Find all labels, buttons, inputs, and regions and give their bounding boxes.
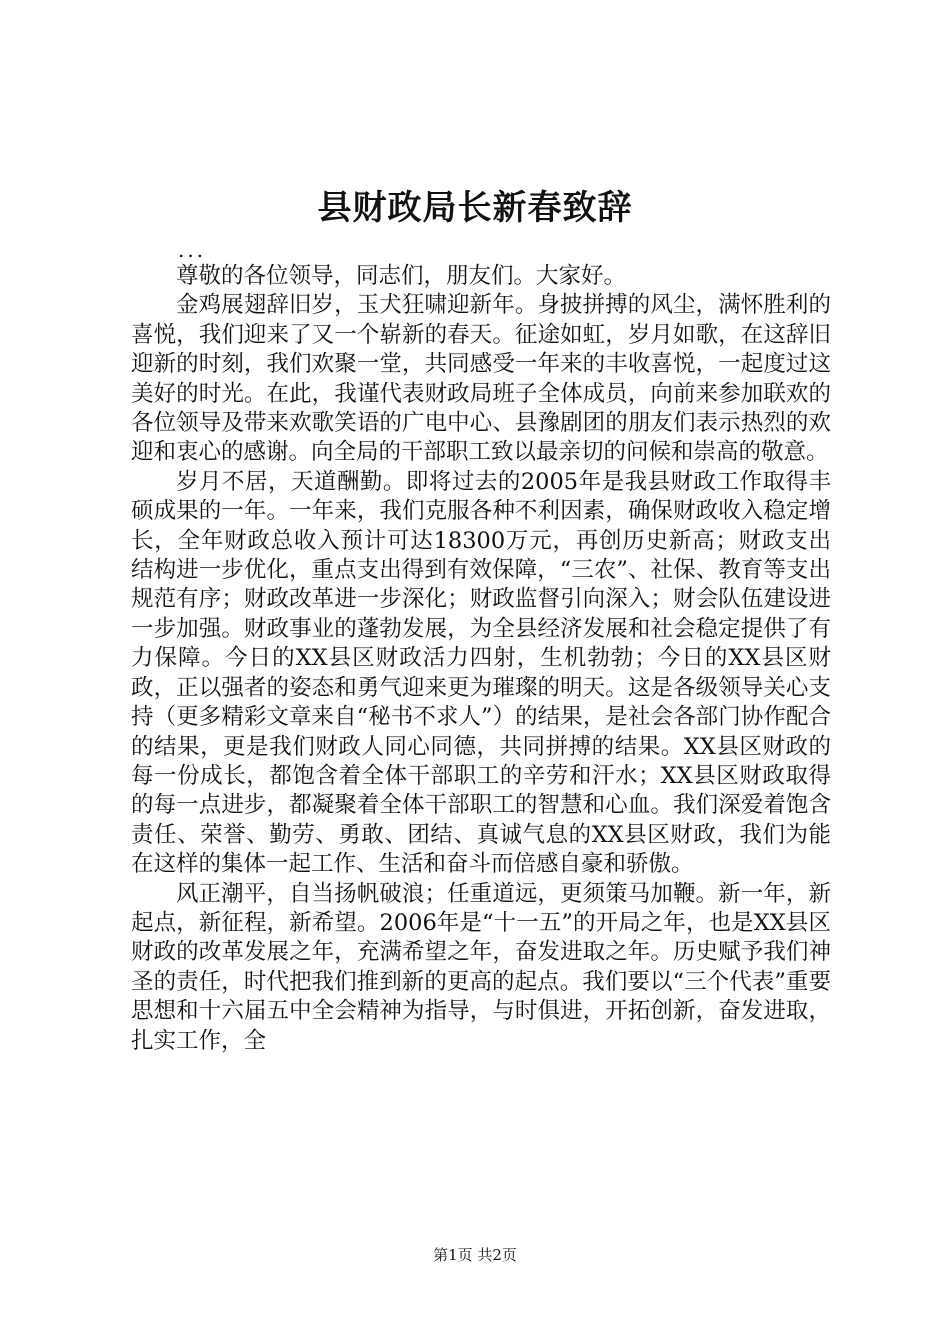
ellipsis-marker: ...: [178, 238, 207, 262]
paragraph-greeting: 尊敬的各位领导，同志们，朋友们。大家好。: [176, 263, 627, 289]
document-body: [131, 262, 831, 1056]
paragraph-new-year: 金鸡展翅辞旧岁，玉犬狂啸迎新年。身披拼搏的风尘，满怀胜利的喜悦，我们迎来了又一个崭新的春天。征途如虹，岁月如歌，在这辞旧迎新的时刻，我们欢聚一堂，共同感受一年来的丰收喜悦，一起度过这美好的时光。在此，我谨代表财政局班子全体成员，向前来参加联欢的各位领导及带来欢歌笑语的广电中心、县豫剧团的朋友们表示热烈的欢迎和衷心的感谢。向全局的干部职工致以最亲切的问候和崇高的敬意。: [131, 292, 831, 466]
page-number-footer: 第1页 共2页: [433, 1246, 517, 1264]
paragraph-outlook: 风正潮平，自当扬帆破浪；任重道远，更须策马加鞭。新一年，新起点，新征程，新希望。2006年是“十一五”的开局之年，也是XX县区财政的改革发展之年，充满希望之年，奋发进取之年。历史赋予我们神圣的责任，时代把我们推到新的更高的起点。我们要以“三个代表”重要思想和十六届五中全会精神为指导，与时俱进，开拓创新，奋发进取，扎实工作，全: [131, 880, 831, 1054]
paragraph-achievements: 岁月不居，天道酬勤。即将过去的2005年是我县财政工作取得丰硕成果的一年。一年来，我们克服各种不利因素，确保财政收入稳定增长，全年财政总收入预计可达18300万元，再创历史新高；财政支出结构进一步优化，重点支出得到有效保障，“三农”、社保、教育等支出规范有序；财政改革进一步深化；财政监督引向深入；财会队伍建设进一步加强。财政事业的蓬勃发展，为全县经济发展和社会稳定提供了有力保障。今日的XX县区财政活力四射，生机勃勃；今日的XX县区财政，正以强者的姿态和勇气迎来更为璀璨的明天。这是各级领导关心支持（更多精彩文章来自“秘书不求人”）的结果，是社会各部门协作配合的结果，更是我们财政人同心同德，共同拼搏的结果。XX县区财政的每一份成长，都饱含着全体干部职工的辛劳和汗水；XX县区财政取得的每一点进步，都凝聚着全体干部职工的智慧和心血。我们深爱着饱含责任、荣誉、勤劳、勇敢、团结、真诚气息的XX县区财政，我们为能在这样的集体一起工作、生活和奋斗而倍感自豪和骄傲。: [131, 468, 831, 878]
document-title: 县财政局长新春致辞: [317, 188, 633, 228]
